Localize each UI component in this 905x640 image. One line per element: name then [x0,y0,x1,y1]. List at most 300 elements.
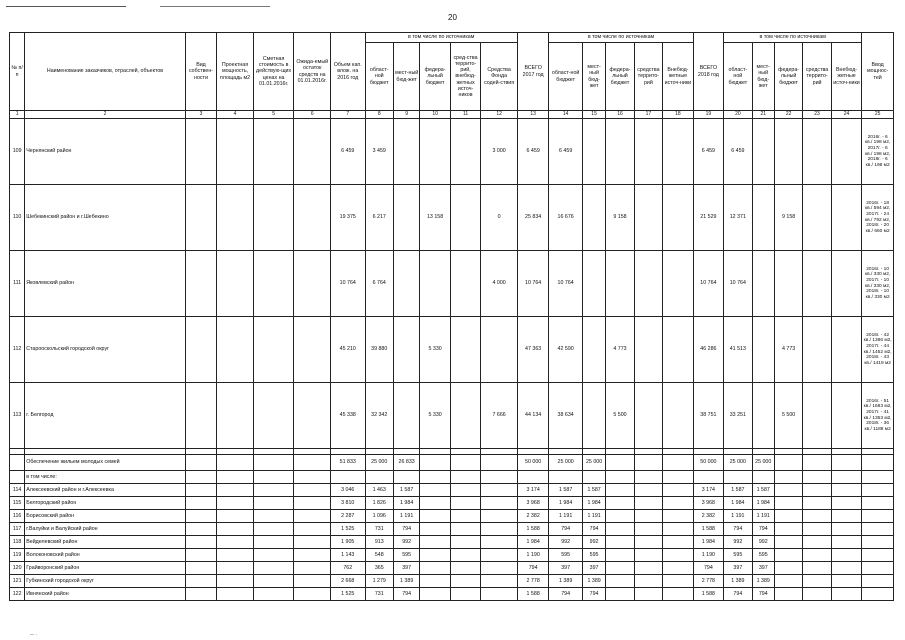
cell-col-15: 794 [582,523,605,536]
header-total-2017: ВСЕГО 2017 год [517,33,548,111]
row-name: Обеспечение жильем молодых семей [25,455,186,471]
row-name: г.Валуйки и Валуйский район [25,523,186,536]
cell-col-23 [803,562,831,575]
cell-col-14: 794 [549,523,583,536]
cell-col-25 [862,588,894,601]
cell-col-8: 1 279 [365,575,393,588]
cell-col-5 [253,536,294,549]
cell-col-17 [634,510,662,523]
cell-col-18 [663,549,694,562]
cell-col-11 [450,562,480,575]
cell-col-23 [803,317,831,383]
cell-col-6 [294,575,331,588]
cell-col-11 [450,317,480,383]
cell-col-22 [774,536,802,549]
cell-col-6 [294,455,331,471]
cell-col-5 [253,523,294,536]
cell-col-9: 595 [393,549,419,562]
cell-col-5 [253,383,294,449]
cell-col-19: 1 984 [693,536,723,549]
cell-col-6 [294,484,331,497]
cell-col-19: 1 190 [693,549,723,562]
column-number: 9 [393,111,419,119]
cell-col-24 [831,575,862,588]
cell-col-16 [606,523,634,536]
column-number: 15 [582,111,605,119]
cell-col-15 [582,251,605,317]
cell-col-16 [606,588,634,601]
cell-col-12: 4 000 [481,251,518,317]
cell-col-3 [185,383,216,449]
cell-col-13: 1 588 [517,523,548,536]
cell-col-19: 2 382 [693,510,723,523]
cell-col-9 [393,471,419,484]
budget-table [9,32,894,601]
cell-col-17 [634,497,662,510]
table-row [10,510,894,523]
cell-col-11 [450,523,480,536]
cell-col-11 [450,484,480,497]
cell-col-13: 25 834 [517,185,548,251]
cell-col-7: 10 764 [330,251,365,317]
cell-col-21: 1 587 [752,484,774,497]
cell-col-14: 992 [549,536,583,549]
cell-col-24 [831,119,862,185]
row-number: 114 [10,484,25,497]
cell-col-5 [253,510,294,523]
cell-col-7: 3 046 [330,484,365,497]
cell-col-6 [294,119,331,185]
cell-col-24 [831,251,862,317]
header-cost: Сметная стоимость в действую-щих ценах на 01.01.2016г. [253,33,294,111]
cell-col-25 [862,497,894,510]
cell-col-16 [606,484,634,497]
cell-col-3 [185,536,216,549]
cell-col-3 [185,317,216,383]
cell-col-11 [450,510,480,523]
cell-col-14: 595 [549,549,583,562]
table-row [10,119,894,185]
table-row [10,383,894,449]
cell-col-18 [663,575,694,588]
cell-col-3 [185,251,216,317]
cell-col-13: 50 000 [517,455,548,471]
header-src-regional: област-ной бюджет [724,43,752,111]
cell-col-21 [752,383,774,449]
cell-col-10 [420,119,450,185]
cell-col-10 [420,497,450,510]
cell-col-20: 12 371 [724,185,752,251]
cell-col-18 [663,484,694,497]
cell-col-20: 595 [724,549,752,562]
cell-col-14: 6 459 [549,119,583,185]
cell-col-13 [517,471,548,484]
cell-col-14 [549,471,583,484]
cell-col-20: 6 459 [724,119,752,185]
cell-col-6 [294,471,331,484]
row-name: Алексеевский район и г.Алексеевка [25,484,186,497]
cell-col-9 [393,317,419,383]
cell-col-25 [862,536,894,549]
header-src-local: мест-ный бюд-жет [752,43,774,111]
cell-col-3 [185,575,216,588]
cell-col-20: 33 251 [724,383,752,449]
cell-col-22 [774,455,802,471]
cell-col-17 [634,484,662,497]
cell-col-11 [450,251,480,317]
cell-col-19: 2 778 [693,575,723,588]
row-number: 117 [10,523,25,536]
cell-col-6 [294,251,331,317]
page-footer-mark: -- · [30,632,38,638]
cell-col-11 [450,471,480,484]
column-number: 10 [420,111,450,119]
cell-col-21 [752,471,774,484]
cell-col-3 [185,562,216,575]
cell-col-19: 3 174 [693,484,723,497]
cell-col-18 [663,455,694,471]
cell-col-22 [774,497,802,510]
cell-col-22: 5 500 [774,383,802,449]
column-number: 20 [724,111,752,119]
header-src-regional: област-ной бюджет [365,43,393,111]
cell-col-24 [831,536,862,549]
cell-col-5 [253,497,294,510]
header-expected-balance: Ожида-емый остаток средств на 01.01.2016г. [294,33,331,111]
cell-col-16 [606,455,634,471]
cell-col-6 [294,185,331,251]
cell-col-9 [393,251,419,317]
header-src-local: мест-ный бюд-жет [582,43,605,111]
cell-col-8: 365 [365,562,393,575]
cell-col-25: 2016г. - 51 кв./ 1683 м2, 2017г. - 41 кв./ 1353 м2, 2018г. - 36 кв./ 1188 м2 [862,383,894,449]
cell-col-6 [294,317,331,383]
cell-col-17 [634,536,662,549]
row-number: 115 [10,497,25,510]
cell-col-12 [481,455,518,471]
cell-col-16 [606,497,634,510]
cell-col-18 [663,317,694,383]
cell-col-9 [393,119,419,185]
row-number: 112 [10,317,25,383]
column-number: 25 [862,111,894,119]
cell-col-14: 1 389 [549,575,583,588]
cell-col-22 [774,549,802,562]
cell-col-24 [831,317,862,383]
cell-col-20: 794 [724,588,752,601]
cell-col-13: 1 588 [517,588,548,601]
cell-col-12 [481,562,518,575]
column-number: 19 [693,111,723,119]
cell-col-25 [862,484,894,497]
cell-col-11 [450,497,480,510]
cell-col-16 [606,575,634,588]
cell-col-19: 794 [693,562,723,575]
cell-col-4 [217,549,254,562]
cell-col-24 [831,383,862,449]
cell-col-23 [803,523,831,536]
row-name: Шебекинский район и г.Шебекино [25,185,186,251]
cell-col-11 [450,588,480,601]
cell-col-18 [663,536,694,549]
row-number: 109 [10,119,25,185]
cell-col-11 [450,575,480,588]
cell-col-7: 1 525 [330,588,365,601]
header-name: Наименование заказчиков, отраслей, объектов [25,33,186,111]
cell-col-25: 2016г. - 18 кв./ 594 м2, 2017г. - 24 кв./ 792 м2, 2018г. - 20 кв./ 660 м2 [862,185,894,251]
cell-col-7: 762 [330,562,365,575]
cell-col-18 [663,562,694,575]
cell-col-6 [294,497,331,510]
header-src-offbudget: Внебюд-жетные источ-ники [663,43,694,111]
header-src-federal: федера-льный бюджет [774,43,802,111]
cell-col-8: 3 459 [365,119,393,185]
cell-col-10 [420,588,450,601]
row-name: Губкинский городской округ [25,575,186,588]
cell-col-12 [481,497,518,510]
cell-col-23 [803,497,831,510]
cell-col-8: 548 [365,549,393,562]
cell-col-22 [774,523,802,536]
cell-col-12 [481,549,518,562]
column-number: 3 [185,111,216,119]
cell-col-21: 397 [752,562,774,575]
cell-col-24 [831,484,862,497]
cell-col-9: 794 [393,523,419,536]
cell-col-13: 6 459 [517,119,548,185]
cell-col-4 [217,575,254,588]
cell-col-8: 731 [365,523,393,536]
column-number: 8 [365,111,393,119]
cell-col-10: 13 158 [420,185,450,251]
cell-col-10 [420,523,450,536]
section-title-row [10,455,894,471]
cell-col-20: 1 389 [724,575,752,588]
table-row [10,251,894,317]
cell-col-12 [481,317,518,383]
cell-col-5 [253,455,294,471]
cell-col-7: 2 668 [330,575,365,588]
cell-col-8 [365,471,393,484]
cell-col-16: 9 158 [606,185,634,251]
cell-col-17 [634,317,662,383]
cell-col-10 [420,455,450,471]
cell-col-24 [831,510,862,523]
cell-col-10 [420,471,450,484]
row-name: в том числе: [25,471,186,484]
cell-col-13: 2 778 [517,575,548,588]
cell-col-21 [752,119,774,185]
cell-col-7 [330,471,365,484]
table-row [10,523,894,536]
cell-col-23 [803,484,831,497]
cell-col-8: 1 463 [365,484,393,497]
cell-col-17 [634,185,662,251]
cell-col-15: 1 191 [582,510,605,523]
cell-col-15 [582,317,605,383]
cell-col-17 [634,455,662,471]
cell-col-19: 1 588 [693,588,723,601]
cell-col-14: 16 676 [549,185,583,251]
column-number: 24 [831,111,862,119]
row-name: Ивнянский район [25,588,186,601]
cell-col-20: 41 513 [724,317,752,383]
cell-col-22 [774,510,802,523]
cell-col-16: 4 773 [606,317,634,383]
cell-col-9: 1 389 [393,575,419,588]
header-src-federal: федера-льный бюджет [420,43,450,111]
row-number: 121 [10,575,25,588]
cell-col-4 [217,317,254,383]
cell-col-18 [663,185,694,251]
cell-col-19: 10 764 [693,251,723,317]
cell-col-4 [217,471,254,484]
cell-col-13: 1 984 [517,536,548,549]
table-row [10,562,894,575]
cell-col-17 [634,523,662,536]
cell-col-23 [803,588,831,601]
row-name: г. Белгород [25,383,186,449]
cell-col-21: 794 [752,588,774,601]
row-number: 120 [10,562,25,575]
cell-col-12 [481,536,518,549]
cell-col-12 [481,510,518,523]
cell-col-22 [774,119,802,185]
top-rule [160,6,270,7]
cell-col-14: 25 000 [549,455,583,471]
cell-col-20 [724,471,752,484]
table-row [10,536,894,549]
cell-col-14: 10 764 [549,251,583,317]
cell-col-9: 1 191 [393,510,419,523]
cell-col-10 [420,536,450,549]
cell-col-17 [634,119,662,185]
cell-col-18 [663,119,694,185]
row-name: Вейделевский район [25,536,186,549]
header-volume-2016: Объем кап. влож. на 2016 год [330,33,365,111]
cell-col-11 [450,549,480,562]
header-src-local: мест-ный бюд-жет [393,43,419,111]
header-src-territorial: средства террито-рий [634,43,662,111]
cell-col-13: 3 968 [517,497,548,510]
cell-col-4 [217,251,254,317]
cell-col-24 [831,497,862,510]
cell-col-14: 794 [549,588,583,601]
cell-col-20: 794 [724,523,752,536]
cell-col-5 [253,484,294,497]
cell-col-19 [693,471,723,484]
cell-col-8: 32 342 [365,383,393,449]
cell-col-20: 1 587 [724,484,752,497]
cell-col-25: 2016г. - 10 кв./ 330 м2, 2017г. - 10 кв./ 330 м2, 2018г. - 10 кв./ 330 м2 [862,251,894,317]
cell-col-9 [393,185,419,251]
cell-col-12 [481,471,518,484]
cell-col-16 [606,119,634,185]
cell-col-12: 3 000 [481,119,518,185]
cell-col-12 [481,588,518,601]
cell-col-14: 38 634 [549,383,583,449]
cell-col-7: 2 287 [330,510,365,523]
cell-col-21: 794 [752,523,774,536]
cell-col-18 [663,471,694,484]
cell-col-3 [185,484,216,497]
cell-col-8: 6 764 [365,251,393,317]
cell-col-14: 42 590 [549,317,583,383]
cell-col-4 [217,119,254,185]
cell-col-16 [606,562,634,575]
cell-col-17 [634,471,662,484]
cell-col-6 [294,523,331,536]
cell-col-6 [294,383,331,449]
cell-col-4 [217,185,254,251]
cell-col-24 [831,588,862,601]
cell-col-24 [831,549,862,562]
top-rule [6,6,126,7]
column-number: 22 [774,111,802,119]
column-number: 13 [517,111,548,119]
cell-col-9: 1 587 [393,484,419,497]
cell-col-3 [185,549,216,562]
cell-col-9: 26 833 [393,455,419,471]
cell-col-25 [862,575,894,588]
column-number: 11 [450,111,480,119]
table-row [10,549,894,562]
cell-col-17 [634,588,662,601]
cell-col-9: 992 [393,536,419,549]
header-src-fund: Средства Фонда содей-ствия [481,43,518,111]
cell-col-7: 19 375 [330,185,365,251]
cell-col-6 [294,562,331,575]
cell-col-13: 47 363 [517,317,548,383]
cell-col-18 [663,588,694,601]
cell-col-15: 794 [582,588,605,601]
header-ownership: Вид собствен-ности [185,33,216,111]
row-name: Белгородский район [25,497,186,510]
cell-col-5 [253,185,294,251]
cell-col-23 [803,185,831,251]
cell-col-17 [634,251,662,317]
row-name: Яковлевский район [25,251,186,317]
cell-col-19: 38 751 [693,383,723,449]
cell-col-23 [803,119,831,185]
cell-col-21: 25 000 [752,455,774,471]
cell-col-9: 397 [393,562,419,575]
cell-col-20: 992 [724,536,752,549]
cell-col-20: 1 984 [724,497,752,510]
cell-col-20: 1 191 [724,510,752,523]
cell-col-13: 44 134 [517,383,548,449]
cell-col-25 [862,471,894,484]
header-capacity: Проектная мощность, площадь м2 [217,33,254,111]
cell-col-7: 6 459 [330,119,365,185]
cell-col-7: 45 338 [330,383,365,449]
column-number: 2 [25,111,186,119]
row-name: Борисовский район [25,510,186,523]
cell-col-21 [752,185,774,251]
cell-col-16 [606,471,634,484]
cell-col-11 [450,536,480,549]
cell-col-3 [185,185,216,251]
cell-col-17 [634,575,662,588]
column-number: 23 [803,111,831,119]
cell-col-21: 992 [752,536,774,549]
cell-col-15 [582,383,605,449]
column-number: 18 [663,111,694,119]
column-number: 4 [217,111,254,119]
column-number: 14 [549,111,583,119]
cell-col-22 [774,588,802,601]
cell-col-25 [862,523,894,536]
